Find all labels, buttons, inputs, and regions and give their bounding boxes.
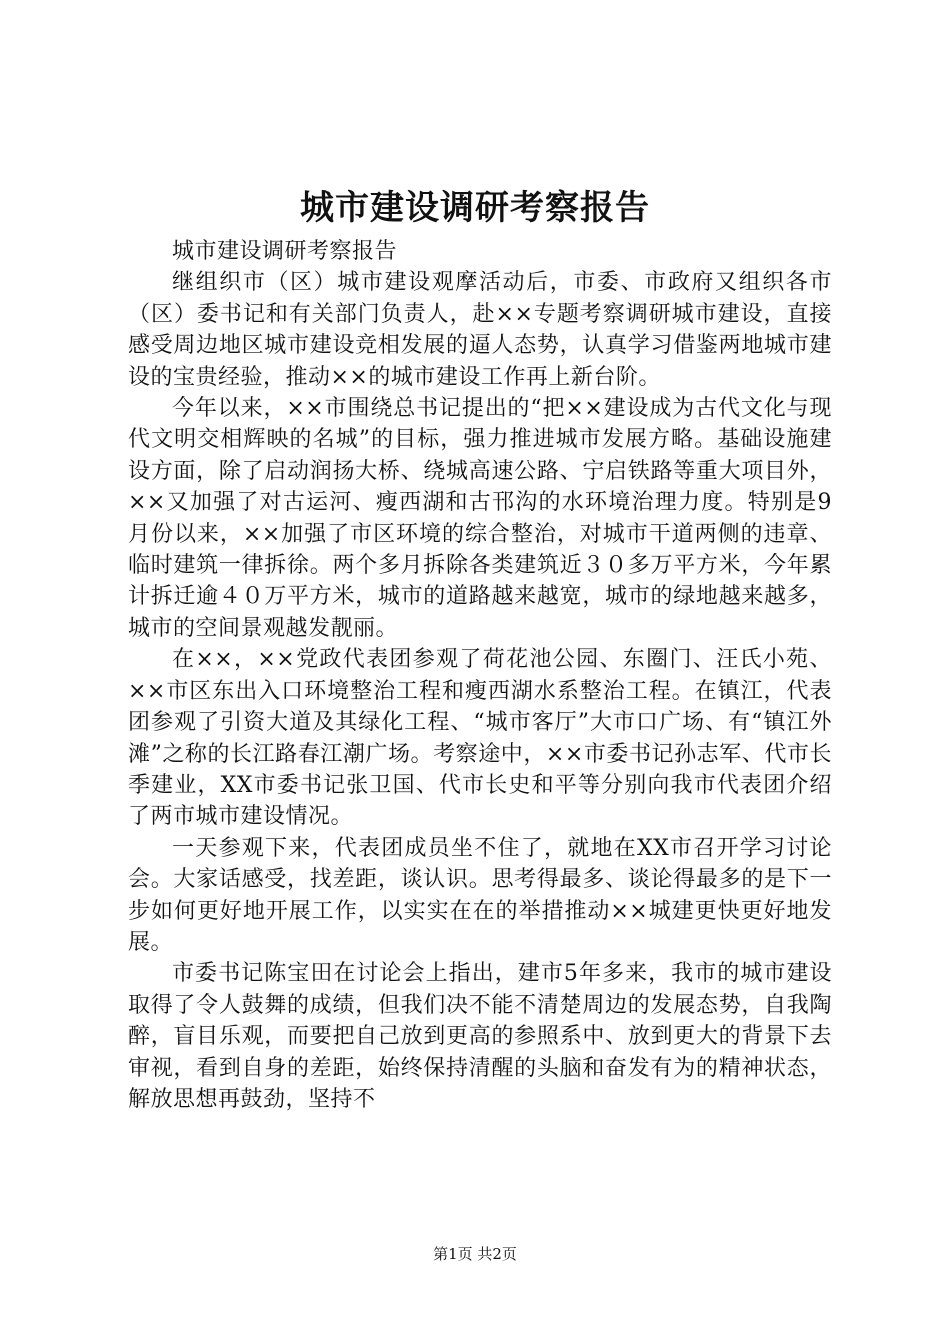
paragraph-4: 一天参观下来，代表团成员坐不住了，就地在XX市召开学习讨论会。大家话感受，找差距，谈认识。思考得最多、谈论得最多的是下一步如何更好地开展工作，以实实在在的举措推动××城建更快更好地发展。 <box>128 835 832 955</box>
document-title: 城市建设调研考察报告 <box>300 188 650 228</box>
document-subtitle: 城市建设调研考察报告 <box>172 239 398 264</box>
page-number-footer: 第1页 共2页 <box>433 1245 517 1263</box>
document-body <box>128 236 832 1115</box>
paragraph-2: 今年以来，××市围绕总书记提出的“把××建设成为古代文化与现代文明交相辉映的名城”的目标，强力推进城市发展方略。基础设施建设方面，除了启动润扬大桥、绕城高速公路、宁启铁路等重大项目外，××又加强了对古运河、瘦西湖和古邗沟的水环境治理力度。特别是9月份以来，××加强了市区环境的综合整治，对城市干道两侧的违章、临时建筑一律拆徐。两个多月拆除各类建筑近３０多万平方米，今年累计拆迁逾４０万平方米，城市的道路越来越宽，城市的绿地越来越多，城市的空间景观越发靓丽。 <box>128 396 832 641</box>
paragraph-5: 市委书记陈宝田在讨论会上指出，建市5年多来，我市的城市建设取得了令人鼓舞的成绩，但我们决不能不清楚周边的发展态势，自我陶醉，盲目乐观，而要把自己放到更高的参照系中、放到更大的背景下去审视，看到自身的差距，始终保持清醒的头脑和奋发有为的精神状态，解放思想再鼓劲，坚持不 <box>128 961 832 1112</box>
paragraph-3: 在××，××党政代表团参观了荷花池公园、东圈门、汪氏小苑、××市区东出入口环境整治工程和瘦西湖水系整治工程。在镇江，代表团参观了引资大道及其绿化工程、“城市客厅”大市口广场、有“镇江外滩”之称的长江路春江潮广场。考察途中，××市委书记孙志军、代市长季建业，XX市委书记张卫国、代市长史和平等分别向我市代表团介绍了两市城市建设情况。 <box>128 647 832 830</box>
paragraph-1: 继组织市（区）城市建设观摩活动后，市委、市政府又组织各市（区）委书记和有关部门负责人，赴××专题考察调研城市建设，直接感受周边地区城市建设竞相发展的逼人态势，认真学习借鉴两地城市建设的宝贵经验，推动××的城市建设工作再上新台阶。 <box>128 270 832 390</box>
